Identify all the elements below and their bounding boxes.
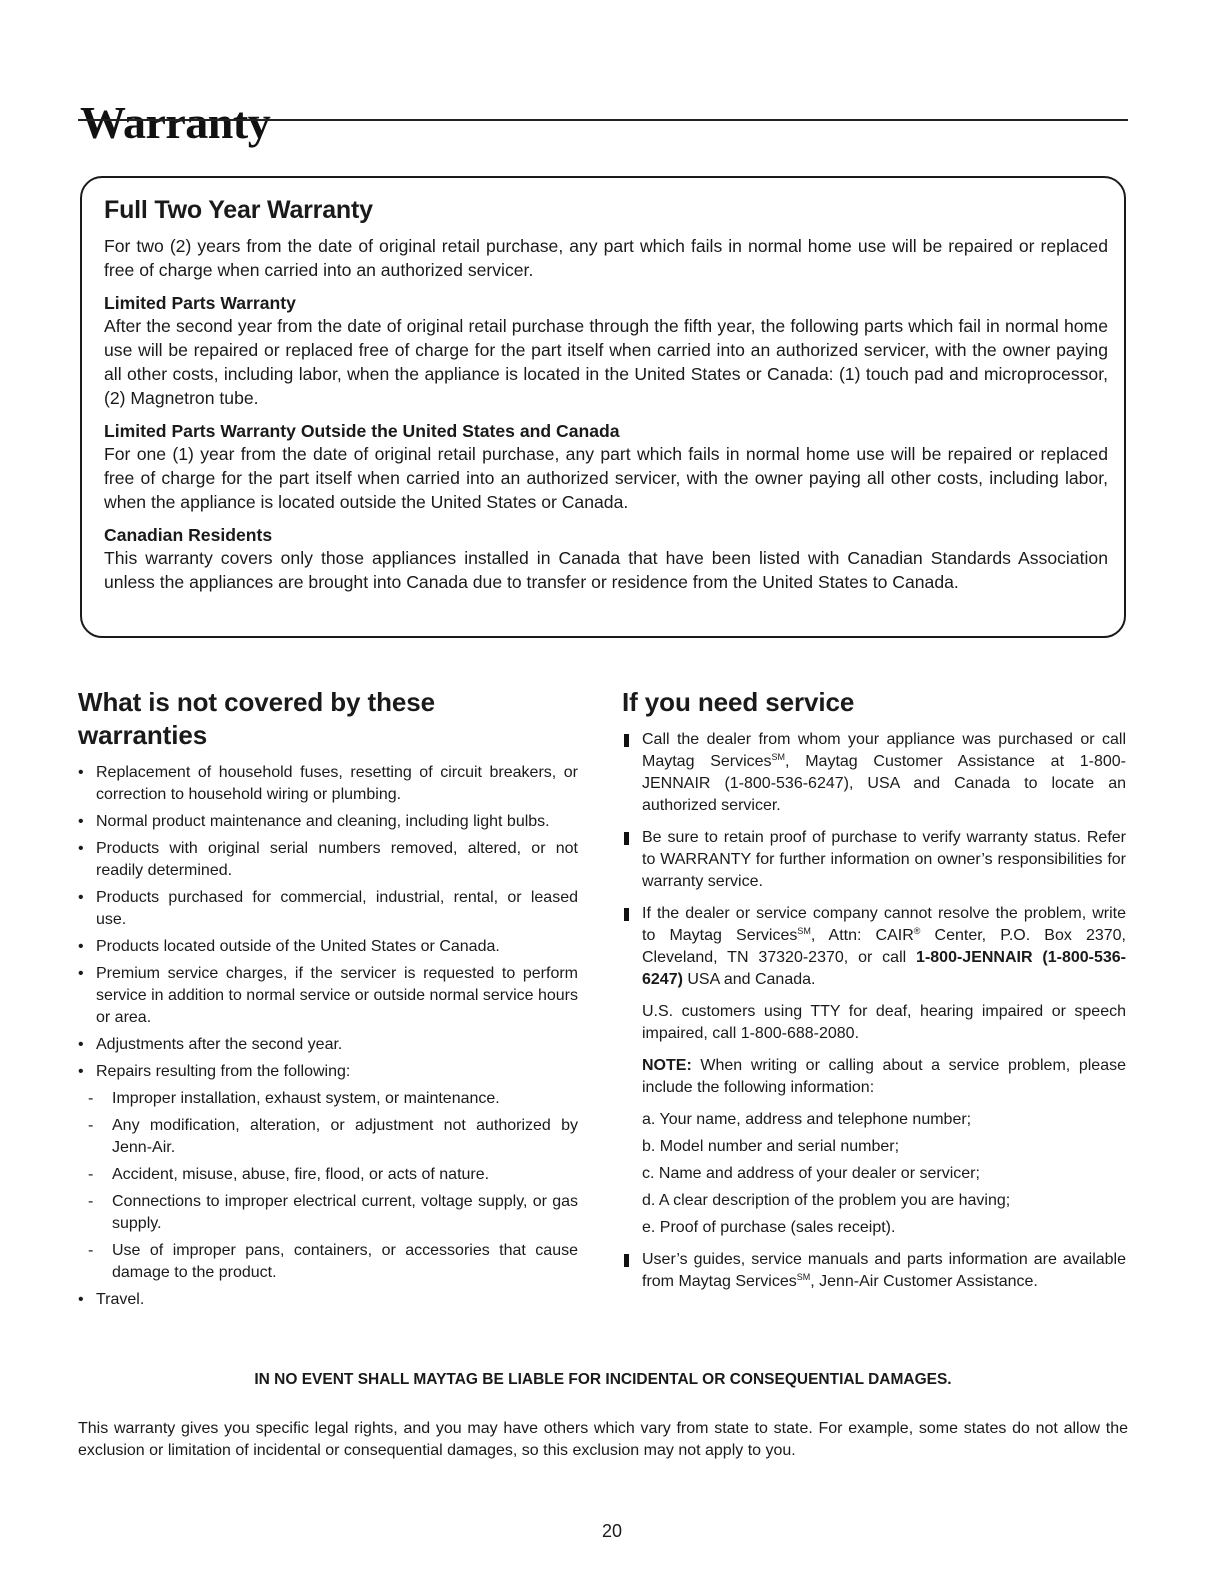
service-text: USA and Canada. xyxy=(682,971,816,988)
limited-parts-heading: Limited Parts Warranty xyxy=(104,293,296,313)
limited-parts-text: After the second year from the date of original retail purchase through the fifth year, the following parts which fail in normal home use will be repaired or replaced free of charge for the part itself when carried into an authorized servicer, with the owner paying all other costs, including labor, when the appliance is located in the United States or Canada: (1) touch pad and microprocessor, (2) Magnetron tube. xyxy=(104,316,1108,408)
service-item-write-maytag xyxy=(622,903,1126,991)
not-covered-list-end xyxy=(78,1289,578,1311)
sub-list-item-text: Use of improper pans, containers, or accessories that cause damage to the product. xyxy=(112,1242,578,1281)
dash-icon: - xyxy=(88,1193,94,1210)
not-covered-heading: What is not covered by these warranties xyxy=(78,687,435,750)
canadian-residents-heading: Canadian Residents xyxy=(104,525,273,545)
list-item-text: Normal product maintenance and cleaning, including light bulbs. xyxy=(96,813,550,830)
square-bullet-icon xyxy=(624,908,629,921)
dash-icon: - xyxy=(88,1242,94,1259)
list-item-text: Adjustments after the second year. xyxy=(96,1036,343,1053)
page-title: Warranty xyxy=(80,96,271,148)
list-item xyxy=(78,762,578,806)
bullet-icon: • xyxy=(78,813,84,830)
info-item: a. Your name, address and telephone number; xyxy=(642,1111,972,1128)
service-text: , Attn: CAIR xyxy=(810,927,914,944)
list-item-text: Replacement of household fuses, resetting of circuit breakers, or correction to household wiring or plumbing. xyxy=(96,764,578,803)
list-item xyxy=(78,838,578,882)
bullet-icon: • xyxy=(78,965,84,982)
service-text: Be sure to retain proof of purchase to verify warranty status. Refer to WARRANTY for further information on owner’s responsibilities for warranty service. xyxy=(642,829,1126,890)
square-bullet-icon xyxy=(624,1254,629,1267)
list-item-text: Products purchased for commercial, industrial, rental, or leased use. xyxy=(96,889,578,928)
bullet-icon: • xyxy=(78,938,84,955)
note-label: NOTE: xyxy=(642,1057,692,1074)
list-item xyxy=(78,811,578,833)
title-divider xyxy=(78,119,1128,121)
bullet-icon: • xyxy=(78,889,84,906)
tty-note: U.S. customers using TTY for deaf, hearing impaired or speech impaired, call 1-800-688-2080. xyxy=(642,1003,1126,1042)
required-info-list xyxy=(622,1109,1126,1239)
service-text: User’s guides, service manuals and parts information are available from Maytag Services xyxy=(642,1251,1126,1290)
sub-list-item xyxy=(78,1164,578,1186)
sub-list-item-text: Connections to improper electrical current, voltage supply, or gas supply. xyxy=(112,1193,578,1232)
list-item xyxy=(78,1289,578,1311)
list-item-text: Products located outside of the United States or Canada. xyxy=(96,938,500,955)
service-mark: SM xyxy=(796,1272,811,1282)
list-item-text: Travel. xyxy=(96,1291,145,1308)
list-item-text: Premium service charges, if the servicer is requested to perform service in addition to normal service or outside normal service hours or area. xyxy=(96,965,578,1026)
note-text: When writing or calling about a service problem, please include the following information: xyxy=(642,1057,1126,1096)
bullet-icon: • xyxy=(78,764,84,781)
service-item-call-dealer xyxy=(622,729,1126,817)
service-note xyxy=(622,1055,1126,1099)
full-warranty-intro: For two (2) years from the date of original retail purchase, any part which fails in normal home use will be repaired or replaced free of charge when carried into an authorized servicer. xyxy=(104,236,1108,280)
list-item xyxy=(78,963,578,1029)
page-number: 20 xyxy=(601,1521,623,1541)
service-item-proof-of-purchase xyxy=(622,827,1126,893)
dash-icon: - xyxy=(88,1117,94,1134)
info-item: d. A clear description of the problem you are having; xyxy=(642,1192,1011,1209)
bullet-icon: • xyxy=(78,1291,84,1308)
service-mark: SM xyxy=(797,926,811,936)
sub-list-item xyxy=(78,1115,578,1159)
service-item-users-guides xyxy=(622,1249,1126,1293)
list-item xyxy=(78,887,578,931)
dash-icon: - xyxy=(88,1166,94,1183)
sub-list-item xyxy=(78,1191,578,1235)
full-warranty-box xyxy=(80,176,1126,638)
list-item xyxy=(78,1061,578,1083)
list-item xyxy=(78,936,578,958)
list-item-text: Products with original serial numbers removed, altered, or not readily determined. xyxy=(96,840,578,879)
outside-us-canada-heading: Limited Parts Warranty Outside the United States and Canada xyxy=(104,421,620,441)
liability-disclaimer-title: IN NO EVENT SHALL MAYTAG BE LIABLE FOR INCIDENTAL OR CONSEQUENTIAL DAMAGES. xyxy=(254,1371,952,1388)
legal-rights-text: This warranty gives you specific legal rights, and you may have others which vary from state to state. For example, some states do not allow the exclusion or limitation of incidental or consequential damages, so this exclusion may not apply to you. xyxy=(78,1420,1128,1459)
canadian-residents-text: This warranty covers only those appliances installed in Canada that have been listed with Canadian Standards Association unless the appliances are brought into Canada due to transfer or residence from the United States to Canada. xyxy=(104,548,1108,592)
square-bullet-icon xyxy=(624,734,629,747)
service-section xyxy=(622,686,1126,1303)
registered-mark: ® xyxy=(913,926,921,936)
sub-list-item xyxy=(78,1240,578,1284)
list-item xyxy=(78,1034,578,1056)
outside-us-canada-text: For one (1) year from the date of original retail purchase, any part which fails in normal home use will be repaired or replaced free of charge for the part itself when carried into an authorized servicer, with the owner paying all other costs, including labor, when the appliance is located outside the United States or Canada. xyxy=(104,444,1108,512)
info-item: e. Proof of purchase (sales receipt). xyxy=(642,1219,896,1236)
service-mark: SM xyxy=(771,752,786,762)
sub-list-item-text: Improper installation, exhaust system, or maintenance. xyxy=(112,1090,500,1107)
service-text: If the dealer or service company cannot resolve the problem, write to Maytag Services xyxy=(642,905,1126,944)
service-heading: If you need service xyxy=(622,687,855,717)
bullet-icon: • xyxy=(78,1036,84,1053)
bullet-icon: • xyxy=(78,840,84,857)
info-item: c. Name and address of your dealer or servicer; xyxy=(642,1165,980,1182)
dash-icon: - xyxy=(88,1090,94,1107)
service-text: , Jenn-Air Customer Assistance. xyxy=(810,1273,1038,1290)
service-text: , Maytag Customer Assistance at 1-800-JENNAIR (1-800-536-6247), USA and Canada to locate an authorized servicer. xyxy=(642,753,1126,814)
full-warranty-heading: Full Two Year Warranty xyxy=(104,196,373,224)
repair-causes-sublist xyxy=(78,1088,578,1284)
sub-list-item-text: Any modification, alteration, or adjustment not authorized by Jenn-Air. xyxy=(112,1117,578,1156)
full-warranty-content xyxy=(104,194,1108,594)
service-text: Call the dealer from whom your appliance was purchased or call Maytag Services xyxy=(642,731,1126,770)
sub-list-item xyxy=(78,1088,578,1110)
sub-list-item-text: Accident, misuse, abuse, fire, flood, or acts of nature. xyxy=(112,1166,490,1183)
not-covered-list xyxy=(78,762,578,1083)
phone-number: 1-800-JENNAIR (1-800-536-6247) xyxy=(642,949,1126,988)
bullet-icon: • xyxy=(78,1063,84,1080)
list-item-text: Repairs resulting from the following: xyxy=(96,1063,351,1080)
square-bullet-icon xyxy=(624,832,629,845)
info-item: b. Model number and serial number; xyxy=(642,1138,900,1155)
not-covered-section xyxy=(78,686,578,1316)
service-text: Center, P.O. Box 2370, Cleveland, TN 37320-2370, or call xyxy=(642,927,1126,966)
